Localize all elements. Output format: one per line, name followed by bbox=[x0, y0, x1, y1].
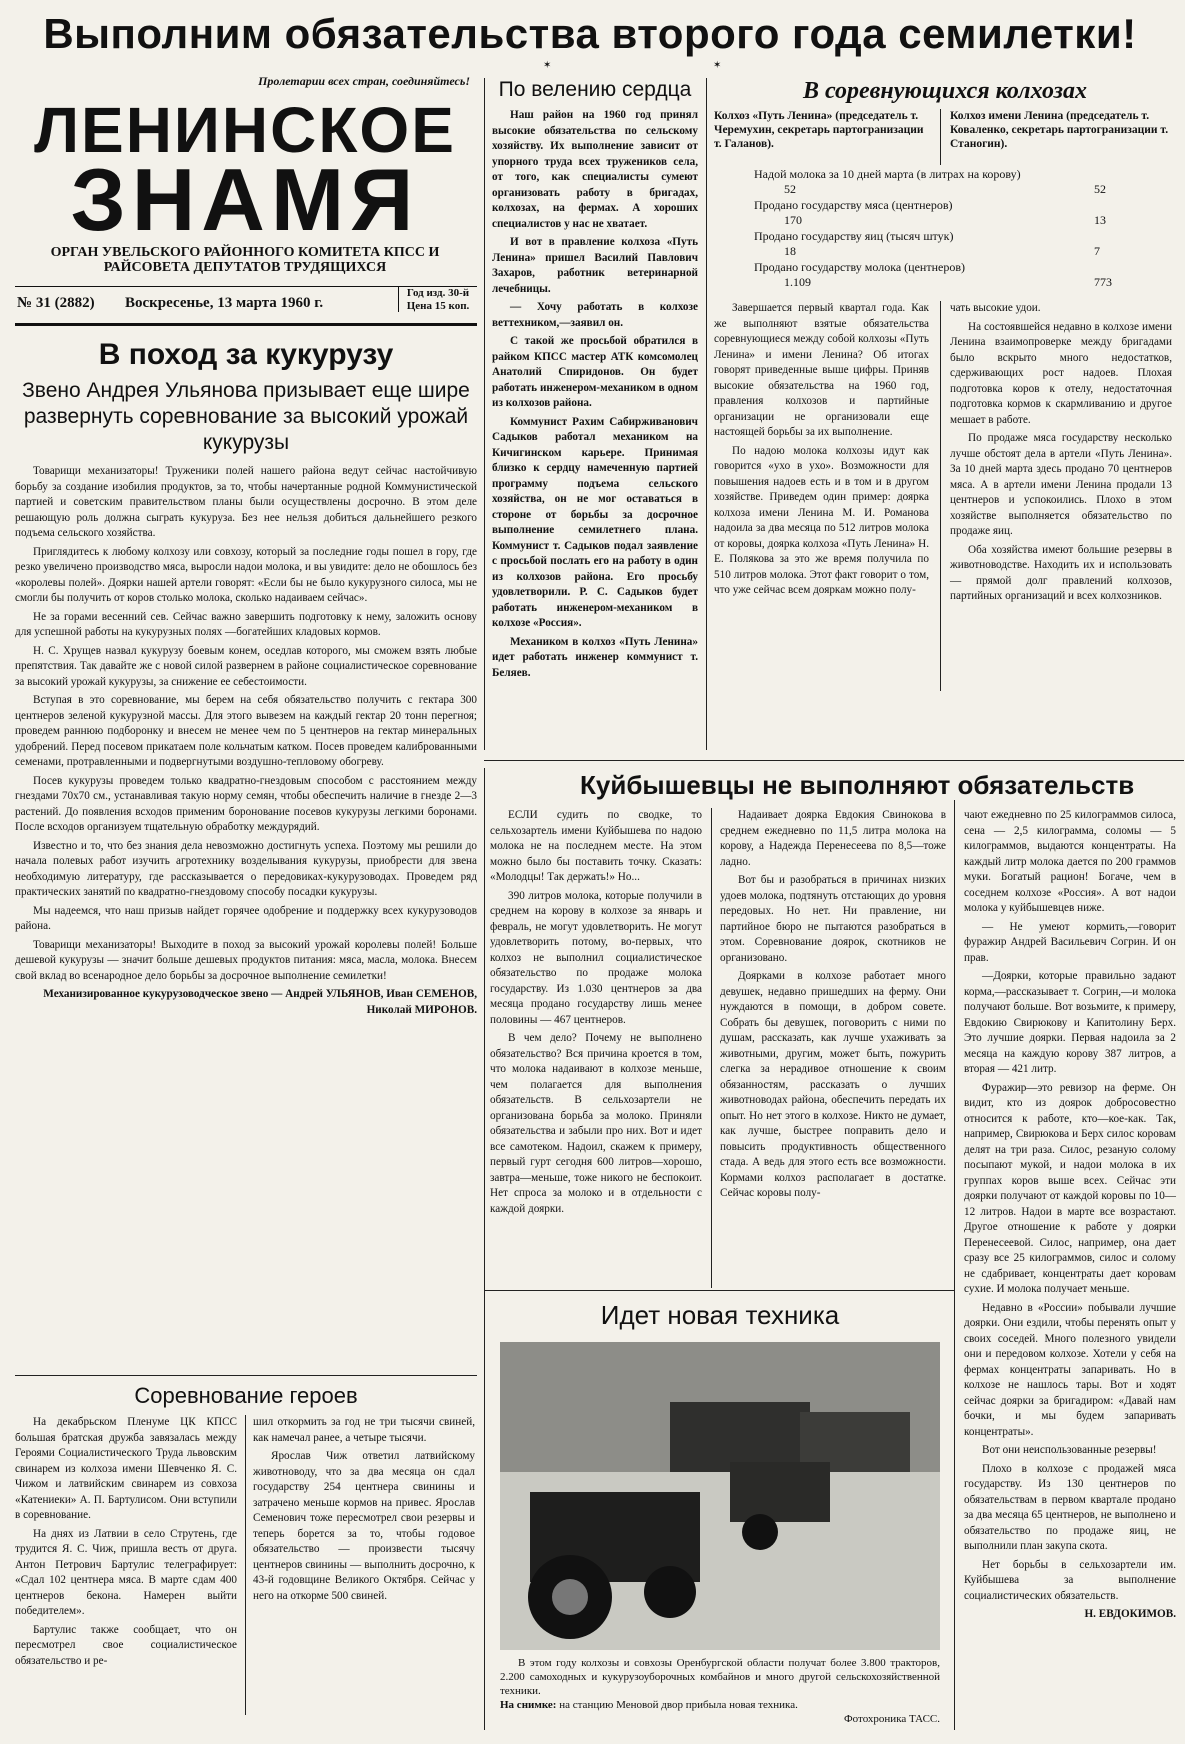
table-row: Продано государству мяса (центнеров) 170 13 bbox=[754, 198, 1106, 227]
paragraph: С такой же просьбой обратился в райком КПСС мастер АТК комсомолец Анатолий Спиридонов. Он будет работать инженером-механиком в одном из колхозов района. bbox=[492, 335, 698, 409]
paragraph: Коммунист Рахим Сабирживанович Садыков работал механиком на Кичигинском карьере. Принимая близко к сердцу намеченную партией программу подъема сельского хозяйства, он не мог оставаться в стороне от борьбы за досрочное выполнение семилетнего плана. Коммунист т. Садыков подал заявление с просьбой послать его на работу в один из колхозов района. Его просьбу удовлетворили. Р. С. Садыков будет работать инженером-механиком в колхозе «Россия». bbox=[492, 415, 698, 629]
paragraph: чают ежедневно по 25 килограммов силоса, сена — 2,5 килограмма, соломы — 5 килограммов, выдаются концентраты. На каждый литр молока дается по 200 граммов муки. Богатый рацион! Богаче, чем в соседнем колхозе «Россия». А вот надои молока у куйбышевцев ниже. bbox=[964, 809, 1176, 914]
article-title: В соревнующихся колхозах bbox=[802, 78, 1088, 104]
paragraph: Посев кукурузы проведем только квадратно-гнездовым способом с расстоянием между гнездами 70х70 см., устанавливая такую норму семян, чтобы обеспечить наличие в гнезде 2—3 растений. До появления всходов применим боронование посевов кукурузы легкими боронами. После всходов организуем тщательную обработку междурядий. bbox=[15, 774, 477, 833]
paragraph: На днях из Латвии в село Струтень, где трудится Я. С. Чиж, пришла весть от друга. Антон Петрович Бартулис телеграфирует: «Сдал 102 центнера мяса. В марте сдам 400 центнеров бекона. Намерен выйти победителем». bbox=[15, 1527, 237, 1617]
price: Цена 15 коп. bbox=[406, 299, 470, 312]
paragraph: Наш район на 1960 год принял высокие обязательства по сельскому хозяйству. Их выполнение зависит от упорного труда всех тружеников села, от того, как специалисты сумеют организовать работу в бригадах, колхозах, на фермах. А хороших специалистов у нас не хватает. bbox=[492, 109, 698, 230]
paragraph: Вот бы и разобраться в причинах низких удоев молока, подтянуть отстающих до уровня передовых. Но нет. Ни правление, ни партийное бюро не пытаются разобраться в этом. Соревнование доярок, скотников не организовано. bbox=[720, 874, 946, 964]
table-row: Надой молока за 10 дней марта (в литрах на корову) 52 52 bbox=[754, 167, 1106, 196]
paragraph: На декабрьском Пленуме ЦК КПСС большая братская дружба завязалась между Героями Социалистического Труда львовским свинарем из колхоза имени Шевченко Я. С. Чижом и латвийским свинарем из совхоза «Катениеки» А. П. Бартулисом. Они вступили в соревнование. bbox=[15, 1416, 237, 1521]
paragraph: Товарищи механизаторы! Труженики полей нашего района ведут сейчас настойчивую борьбу за создание изобилия продуктов, за то, чтобы начертанные родной Коммунистической партией и советским правительством планы были осуществлены досрочно. В этом деле решающую роль должна сыграть кукуруза. Без нее нельзя добиться дальнейшего резкого подъема сельского хозяйства. bbox=[15, 465, 477, 539]
paragraph: Оба хозяйства имеют большие резервы в животноводстве. Находить их и использовать — прямой долг правлений колхозов, партийных организаций и всех колхозников. bbox=[950, 543, 1172, 602]
paragraph: —Доярки, которые правильно задают корма,—рассказывает т. Согрин,—и молока получают больше. Вот возьмите, к примеру, Евдокию Свирюкову и Капитолину Берх. Это лучшие доярки. Первая надоила за 2 месяца на каждую корову 387 литров, а вторая — 421 литр. bbox=[964, 970, 1176, 1075]
paragraph: шил откормить за год не три тысячи свиней, как намечал ранее, а четыре тысячи. bbox=[253, 1416, 475, 1444]
article-title: Идет новая техника bbox=[600, 1300, 840, 1330]
paragraph: Надаивает доярка Евдокия Свинокова в среднем ежедневно по 11,5 литра молока на корову, а Надежда Перенесеева по 8,5—тоже ладно. bbox=[720, 809, 946, 868]
paragraph: Мы надеемся, что наш призыв найдет горячее одобрение и поддержку всех кукурузоводов района. bbox=[15, 904, 477, 932]
masthead-line1: ЛЕНИНСКОЕ bbox=[34, 94, 456, 166]
paragraph: — Хочу работать в колхозе веттехником,—заявил он. bbox=[492, 301, 698, 329]
paragraph: чать высокие удои. bbox=[950, 302, 1041, 314]
paragraph: Ярослав Чиж ответил латвийскому животноводу, что за два месяца он сдал государству 254 центнера свинины и затрачено меньше кормов на привес. Ярослав Семенович тоже пересмотрел свои резервы и теперь борется за то, чтобы годовое обязательство — произвести тысячу центнеров свинины — выполнить досрочно, к 43-й годовщине Великого Октября. Сейчас у него на откорме 500 свиней. bbox=[253, 1450, 475, 1602]
front-page-banner: Выполним обязательства второго года семилетки! bbox=[43, 10, 1137, 57]
paragraph: Вступая в это соревнование, мы берем на себя обязательство получить с гектара 300 центнеров зеленой кукурузной массы. Для этого вывезем на каждый гектар 20 тонн перегноя; проведем раннюю подборонку и внесем не менее чем по 5 центнеров на гектар минеральных удобрений. Перед посевом прикатаем поле кольчатым катком. Посев проведем калиброванными семенами, протравленными и подвергнутыми воздушно-тепловому обогреву. bbox=[15, 694, 477, 768]
paragraph: Механиком в колхоз «Путь Ленина» идет работать инженер коммунист т. Беляев. bbox=[492, 635, 698, 679]
publication-year: Год изд. 30-й bbox=[406, 287, 470, 299]
issue-number: № 31 (2882) bbox=[17, 295, 95, 311]
article-technics bbox=[490, 1300, 950, 1735]
article-title: По велению сердца bbox=[498, 78, 692, 101]
table-row: Продано государству яиц (тысяч штук) 18 7 bbox=[754, 229, 1100, 258]
paragraph: По продаже мяса государству несколько лучше обстоят дела в артели «Путь Ленина». За 10 дней марта здесь продано 70 центнеров мяса. А в артели имени Ленина продали 13 центнеров и успокоились. Плохо в этом хозяйстве выполняется обязательство по продаже яиц. bbox=[950, 432, 1172, 537]
paragraph: Товарищи механизаторы! Выходите в поход за высокий урожай королевы полей! Больше дешевой кукурузы — значит больше дешевых продуктов питания: мяса, масла, молока. Внесем свой вклад во всенародное дело борьбы за досрочное выполнение семилетки! bbox=[15, 938, 477, 982]
article-competing bbox=[714, 78, 1176, 758]
article-title: В поход за кукурузу bbox=[98, 338, 394, 371]
paragraph: В чем дело? Почему не выполнено обязательство? Вся причина кроется в том, что молока надаивают в колхозе меньше, чем полагается для выполнения обязательств. В сельхозартели не организована борьба за молоко. Приняли обязательства и забыли про них. Вот и идет все самотеком. Надоил, скажем к примеру, первый гурт сегодня 600 литров—хорошо, завтра—меньше, тоже никого не беспокоит. Нет спроса за молоко и в отдельности с каждой доярки. bbox=[490, 1032, 702, 1215]
photo-credit: Фотохроника ТАСС. bbox=[843, 1713, 940, 1725]
masthead-line2: ЗНАМЯ bbox=[70, 149, 420, 249]
article-heart bbox=[492, 78, 698, 758]
paragraph: Н. С. Хрущев назвал кукурузу боевым конем, оседлав которого, мы сможем взять любые препятствия. Так давайте же с новой силой развернем в районе социалистическое соревнование за высокий урожай кукурузы, за снижение ее себестоимости. bbox=[15, 644, 477, 688]
price-box bbox=[398, 287, 477, 312]
right-farm-header: Колхоз имени Ленина (председатель т. Коваленко, секретарь партогранизации т. Станогин). bbox=[950, 110, 1169, 150]
paragraph: Приглядитесь к любому колхозу или совхозу, который за последние годы пошел в гору, где резко увеличено производство мяса, выросли надои молока, и вы увидите: дело не обошлось без «королевы полей». Доярки нашей артели говорят: «Если бы не было кукурузного силоса, мы не смогли бы получить от коров столько молока, сколько надаиваем сейчас». bbox=[15, 545, 477, 604]
issue-date: Воскресенье, 13 марта 1960 г. bbox=[125, 295, 324, 311]
newspaper-masthead bbox=[15, 94, 475, 249]
article-subtitle: Звено Андрея Ульянова призывает еще шире развернуть соревнование за высокий урожай кукурузы bbox=[22, 379, 470, 454]
article-title: Соревнование героев bbox=[134, 1383, 358, 1408]
star-ornament: ✶ bbox=[543, 60, 552, 71]
paragraph: Известно и то, что без знания дела невозможно достигнуть успеха. Поэтому мы решили до начала полевых работ изучить агротехнику возделывания кукурузы, приобрести для звена необходимую литературу, где рассказывается о передовиках-кукурузоводах. Проведем ряд практических занятий по квадратно-гнездовому способу посадки кукурузы. bbox=[15, 839, 477, 898]
article-heroes bbox=[15, 1383, 477, 1733]
paragraph: Фуражир—это ревизор на ферме. Он видит, кто из доярок добросовестно относится к работе, кто—кое-как. Так, например, Свирюкова и Берх силос коровам делят на три раза. Силос, резаную солому посыпают мукой, и надои молока в их группах коров выше всех. Сейчас эти доярки получают от каждой коровы по 10—12 литров. Надои в марте все возрастают. Другое отношение к работе у доярки Перенесеевой. Силос, например, она дает сразу все 25 килограммов, силос и солому не сдабривает, концентраты дает коровам сухие. И молока получает меньше. bbox=[964, 1081, 1176, 1295]
paragraph: Вот они неиспользованные резервы! bbox=[982, 1444, 1157, 1456]
paragraph: На состоявшейся недавно в колхозе имени Ленина взаимопроверке между бригадами было вскрыто много недостатков, сдерживающих рост надоев. Плохая подготовка коров к отелу, недостаточная подготовка кормов к скармливанию и другое мешает в работе. bbox=[950, 320, 1172, 426]
photo-caption: на станцию Меновой двор прибыла новая техника. bbox=[559, 1699, 798, 1711]
table-row: Продано государству молока (центнеров) 1.109 773 bbox=[754, 260, 1112, 289]
comparison-table bbox=[714, 167, 1176, 291]
paragraph: — Не умеют кормить,—говорит фуражир Андрей Васильевич Согрин. И он прав. bbox=[964, 920, 1176, 964]
article-title: Куйбышевцы не выполняют обязательств bbox=[580, 770, 1135, 800]
caption-label: На снимке: bbox=[500, 1699, 557, 1711]
paragraph: По надою молока колхозы идут как говорится «ухо в ухо». Возможности для повышения надоев есть и в том и в другом хозяйстве. Приведем один пример: доярка колхоза имени Ленина М. И. Романова надоила за два месяца по 512 литров молока от коровы, доярка колхоза «Путь Ленина» Н. Е. Полякова за это же время получила по 510 литров молока. Этот факт говорит о том, что уже сейчас всем дояркам можно полу- bbox=[714, 444, 929, 596]
left-farm-header: Колхоз «Путь Ленина» (председатель т. Черемухин, секретарь партогранизации т. Галанов). bbox=[714, 110, 924, 150]
article-corn bbox=[15, 338, 477, 1368]
signature: Механизированное кукурузоводческое звено — Андрей УЛЬЯНОВ, Иван СЕМЕНОВ, Николай МИРОНОВ. bbox=[43, 988, 477, 1016]
organ-statement: ОРГАН УВЕЛЬСКОГО РАЙОННОГО КОМИТЕТА КПСС И РАЙСОВЕТА ДЕПУТАТОВ ТРУДЯЩИХСЯ bbox=[50, 245, 440, 276]
paragraph: Доярками в колхозе работает много девушек, недавно пришедших на ферму. Они нуждаются в помощи, в добром совете. Собрать бы девушек, поговорить с ними по душам, рассказать, как лучше ухаживать за животными, другим, может быть, пожурить слегка за нерадивое отношение к своим обязанностям, рассказать о лучших животноводах района, обеспечить передать их опыт. Но нет этого в колхозе. Никто не думает, как лучше, быстрее поправить дело и повысить продуктивность общественного стада. А ведь для этого есть все возможности. Кормами колхоз располагает в достатке. Сейчас коровы полу- bbox=[720, 970, 946, 1199]
paragraph: Бартулис также сообщает, что он пересмотрел свое социалистическое обязательство и ре- bbox=[15, 1623, 237, 1667]
star-ornament: ✶ bbox=[713, 60, 722, 71]
paragraph: Нет борьбы в сельхозартели им. Куйбышева за выполнение социалистических обязательств. bbox=[964, 1558, 1176, 1602]
paragraph: Плохо в колхозе с продажей мяса государству. Из 130 центнеров по обязательствам в первом квартале продано за два месяца 65 центнеров, не выполнено и обязательство по продаже яиц, не выполнили план закупа скота. bbox=[964, 1462, 1176, 1552]
tractor-photo bbox=[500, 1342, 940, 1650]
paragraph: И вот в правление колхоза «Путь Ленина» пришел Василий Павлович Захаров, работник ветеринарной лечебницы. bbox=[492, 236, 698, 295]
slogan: Пролетарии всех стран, соединяйтесь! bbox=[258, 74, 470, 88]
tractor-photo-image bbox=[500, 1342, 940, 1650]
photo-caption: В этом году колхозы и совхозы Оренбургской области получат более 3.800 тракторов, 2.200 самоходных и кукурузоуборочных комбайнов и много другой сельскохозяйственной техники. bbox=[500, 1657, 940, 1697]
issue-info-bar bbox=[15, 286, 477, 326]
paragraph: Не за горами весенний сев. Сейчас важно завершить подготовку к нему, заложить основу для успешной работы на кукурузных полях —богатейших кладовых кормов. bbox=[15, 610, 477, 638]
paragraph: Недавно в «России» побывали лучшие доярки. Они ездили, чтобы перенять опыт у своих соседей. Много полезного увидели они и передовом колхозе. Хотели у себя на фермах концентраты запаривать. Но в колхозе не нашлось тары. Вот и ходят сейчас доярки за бригадиром: «Давай нам бочки, и мы будем запаривать концентраты». bbox=[964, 1301, 1176, 1438]
paragraph: ЕСЛИ судить по сводке, то сельхозартель имени Куйбышева по надою молока не на последнем месте. На этом можно было бы поставить точку. Сказать: «Молодцы! Так держать!» Но... bbox=[490, 809, 702, 883]
author: Н. ЕВДОКИМОВ. bbox=[1084, 1608, 1176, 1620]
paragraph: Завершается первый квартал года. Как же выполняют взятые обязательства соревнующиеся между собой колхозы «Путь Ленина» и имени Ленина? Об итогах говорят приведенные выше цифры. Приняв высокие обязательства на 1960 год, правления колхозов и партийные организации не организовали еще настоящей борьбы за их выполнение. bbox=[714, 302, 929, 438]
paragraph: 390 литров молока, которые получили в среднем на корову в колхозе за январь и февраль, не могут удовлетворить. Не могут удовлетворить потому, во-первых, что колхоз не выполнил социалистическое обязательство по продаже молока государству. Из 1.030 центнеров за два месяца продано государству лишь менее половины — 467 центнеров. bbox=[490, 889, 702, 1026]
